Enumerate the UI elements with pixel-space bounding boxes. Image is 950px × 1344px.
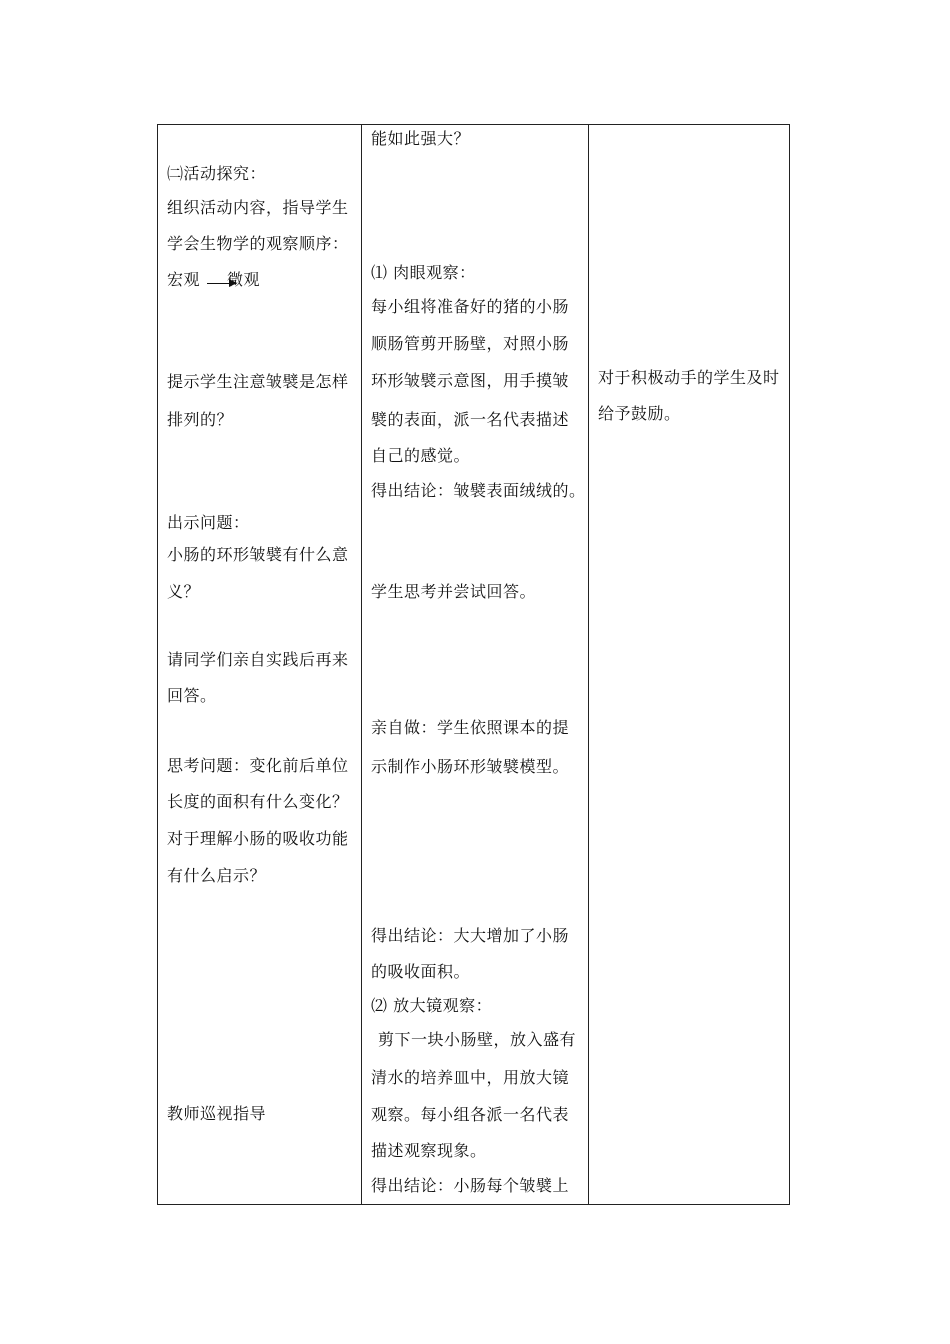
text-line: 学生思考并尝试回答。 [371, 582, 537, 601]
column-divider-2 [588, 125, 589, 1204]
text-line: 示制作小肠环形皱襞模型。 [371, 757, 570, 776]
column-divider-1 [361, 125, 362, 1204]
text-line: 教师巡视指导 [167, 1104, 267, 1123]
text-line: 小肠的环形皱襞有什么意 [167, 545, 349, 564]
text-line: 出示问题： [167, 513, 250, 532]
text-line: 有什么启示？ [167, 866, 267, 885]
text-line: 得出结论：小肠每个皱襞上 [371, 1176, 570, 1195]
text-line: 清水的培养皿中，用放大镜 [371, 1068, 570, 1087]
text-line: 对于理解小肠的吸收功能 [167, 829, 349, 848]
text-line: 能如此强大？ [371, 129, 471, 148]
text-line: 组织活动内容，指导学生 [167, 198, 349, 217]
text-micro: 微观 [227, 270, 261, 289]
section-heading: ㈡活动探究： [167, 164, 267, 183]
text-line: 义？ [167, 582, 201, 601]
text-line: 环形皱襞示意图，用手摸皱 [371, 371, 570, 390]
text-line: 思考问题：变化前后单位 [167, 756, 349, 775]
text-line: 顺肠管剪开肠壁，对照小肠 [371, 334, 570, 353]
text-line: 对于积极动手的学生及时 [598, 368, 780, 387]
text-line: 得出结论：皱襞表面绒绒的。 [371, 481, 586, 500]
text-line: 自己的感觉。 [371, 446, 471, 465]
text-line: 学会生物学的观察顺序： [167, 234, 349, 253]
text-line: 得出结论：大大增加了小肠 [371, 926, 570, 945]
text-line: 的吸收面积。 [371, 962, 471, 981]
subheading: ⑵ 放大镜观察： [371, 996, 493, 1015]
text-line: 描述观察现象。 [371, 1141, 487, 1160]
text-line: 给予鼓励。 [598, 404, 681, 423]
text-line: 排列的？ [167, 410, 234, 429]
text-line: 襞的表面，派一名代表描述 [371, 410, 570, 429]
text-macro: 宏观 [167, 270, 201, 289]
text-line: 请同学们亲自实践后再来 [167, 650, 349, 669]
text-line: 剪下一块小肠壁，放入盛有 [378, 1030, 577, 1049]
text-line: 回答。 [167, 686, 217, 705]
text-line: 亲自做：学生依照课本的提 [371, 718, 570, 737]
text-line: 每小组将准备好的猪的小肠 [371, 297, 570, 316]
subheading: ⑴ 肉眼观察： [371, 263, 476, 282]
text-line: 提示学生注意皱襞是怎样 [167, 372, 349, 391]
text-line: 长度的面积有什么变化？ [167, 792, 349, 811]
text-line: 观察。每小组各派一名代表 [371, 1105, 570, 1124]
